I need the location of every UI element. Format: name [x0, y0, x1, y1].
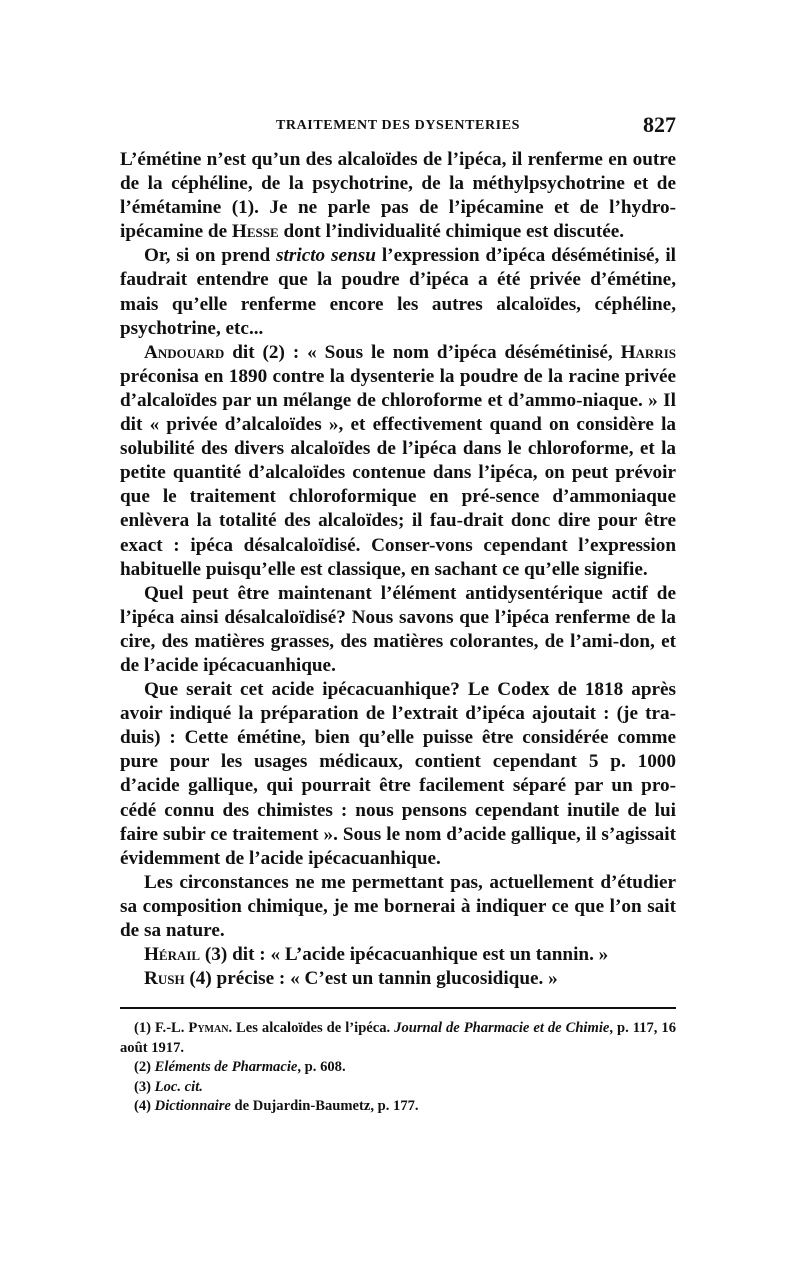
footnote-text: (4) — [134, 1097, 155, 1114]
author-name: Pyman — [188, 1020, 229, 1037]
page-number: 827 — [643, 112, 676, 137]
paragraph-herail — [120, 943, 676, 967]
footnote-text: (3) — [134, 1078, 155, 1095]
author-name: Andouard — [144, 341, 225, 363]
latin-term: stricto sensu — [276, 245, 376, 267]
paragraph-text: (3) dit : « L’acide ipécacuanhique est un tannin. » — [200, 944, 609, 966]
footnote-text: (1) F.-L. — [134, 1020, 189, 1037]
footnote-1 — [120, 1019, 676, 1058]
paragraph-element-actif: Quel peut être maintenant l’élément antidysentérique actif de l’ipéca ainsi désalcaloïdisé? Nous savons que l’ipéca renferme de la cire, des matières grasses, des matières colorantes, de l’ami-don, et de l’acide ipécacuanhique. — [120, 582, 676, 676]
footnote-text: , p. 608. — [297, 1059, 346, 1076]
paragraph-emetine — [120, 148, 676, 244]
footnote-divider — [120, 1007, 676, 1009]
author-name: Harris — [620, 341, 676, 363]
footnote-4 — [120, 1097, 676, 1116]
footnote-2 — [120, 1058, 676, 1077]
paragraph-acide-ipecacuanhique: Que serait cet acide ipécacuanhique? Le Codex de 1818 après avoir indiqué la préparation de l’extrait d’ipéca ajoutait : (je tra-duis) : Cette émétine, bien qu’elle puisse être considérée comme pure pour les usages médicaux, contient cependant 5 p. 1000 d’acide gallique, qui pourrait être facilement séparé par un pro-cédé connu des chimistes : nous pensons cependant inutile de lui faire subir ce traitement ». Sous le nom d’acide gallique, il s’agissait évidemment de l’acide ipécacuanhique. — [120, 679, 676, 869]
body-text — [120, 148, 676, 991]
book-title: Dictionnaire — [154, 1097, 231, 1114]
paragraph-rush — [120, 967, 676, 991]
citation-abbrev: Loc. cit. — [154, 1078, 203, 1095]
running-title: TRAITEMENT DES DYSENTERIES — [275, 118, 521, 133]
footnote-text: de Dujardin-Baumetz, p. 177. — [230, 1097, 419, 1114]
paragraph-stricto-sensu — [120, 244, 676, 340]
paragraph-text: L’émétine n’est qu’un des alcaloïdes de l’ipéca, il renferme en outre de la céphéline, de la psychotrine, de la méthylpsychotrine et de l’émétamine (1). Je ne parle pas de l’ipécamine et de l’hydro-ipécamine de — [120, 149, 676, 243]
paragraph-text: préconisa en 1890 contre la dysenterie la poudre de la racine privée d’alcaloïdes par un mélange de chloroforme et d’ammo-niaque. » Il dit « privée d’alcaloïdes », et effectivement quand on considère la solubilité des divers alcaloïdes de l’ipéca dans le chloroforme, et la petite quantité d’alcaloïdes contenue dans l’ipéca, on peut prévoir que le traitement chloroformique en pré-sence d’ammoniaque enlèvera la totalité des alcaloïdes; il fau-drait donc dire pour être exact : ipéca désalcaloïdisé. Conser-vons cependant l’expression habituelle puisqu’elle est classique, en sachant ce qu’elle signifie. — [120, 365, 676, 580]
footnote-text: . Les alcaloïdes de l’ipéca. — [228, 1020, 395, 1037]
paragraph-text: dit (2) : « Sous le nom d’ipéca désémétinisé, — [224, 341, 621, 363]
book-title: Eléments de Pharmacie — [154, 1059, 298, 1076]
running-head — [120, 112, 676, 142]
paragraph-text: Or, si on prend — [144, 245, 277, 267]
footnote-text: , p. 117, 16 août 1917. — [120, 1020, 676, 1056]
author-name: Rush — [144, 968, 185, 990]
paragraph-andouard — [120, 341, 676, 582]
journal-title: Journal de Pharmacie et de Chimie — [394, 1020, 610, 1037]
book-page — [120, 112, 676, 1116]
footnote-text: (2) — [134, 1059, 155, 1076]
footnotes — [120, 1019, 676, 1116]
paragraph-text: dont l’individualité chimique est discutée. — [278, 221, 625, 243]
author-name: Hérail — [144, 944, 201, 966]
paragraph-circonstances: Les circonstances ne me permettant pas, actuellement d’étudier sa composition chimique, je me bornerai à indiquer ce que l’on sait de sa nature. — [120, 871, 676, 941]
author-name: Hesse — [231, 221, 279, 243]
paragraph-text: (4) précise : « C’est un tannin glucosidique. » — [184, 968, 558, 990]
paragraph-text: l’expression d’ipéca désémétinisé, il faudrait entendre que la poudre d’ipéca a été privée d’émétine, mais qu’elle renferme encore les autres alcaloïdes, céphéline, psychotrine, etc... — [120, 245, 676, 339]
footnote-3 — [120, 1078, 676, 1097]
